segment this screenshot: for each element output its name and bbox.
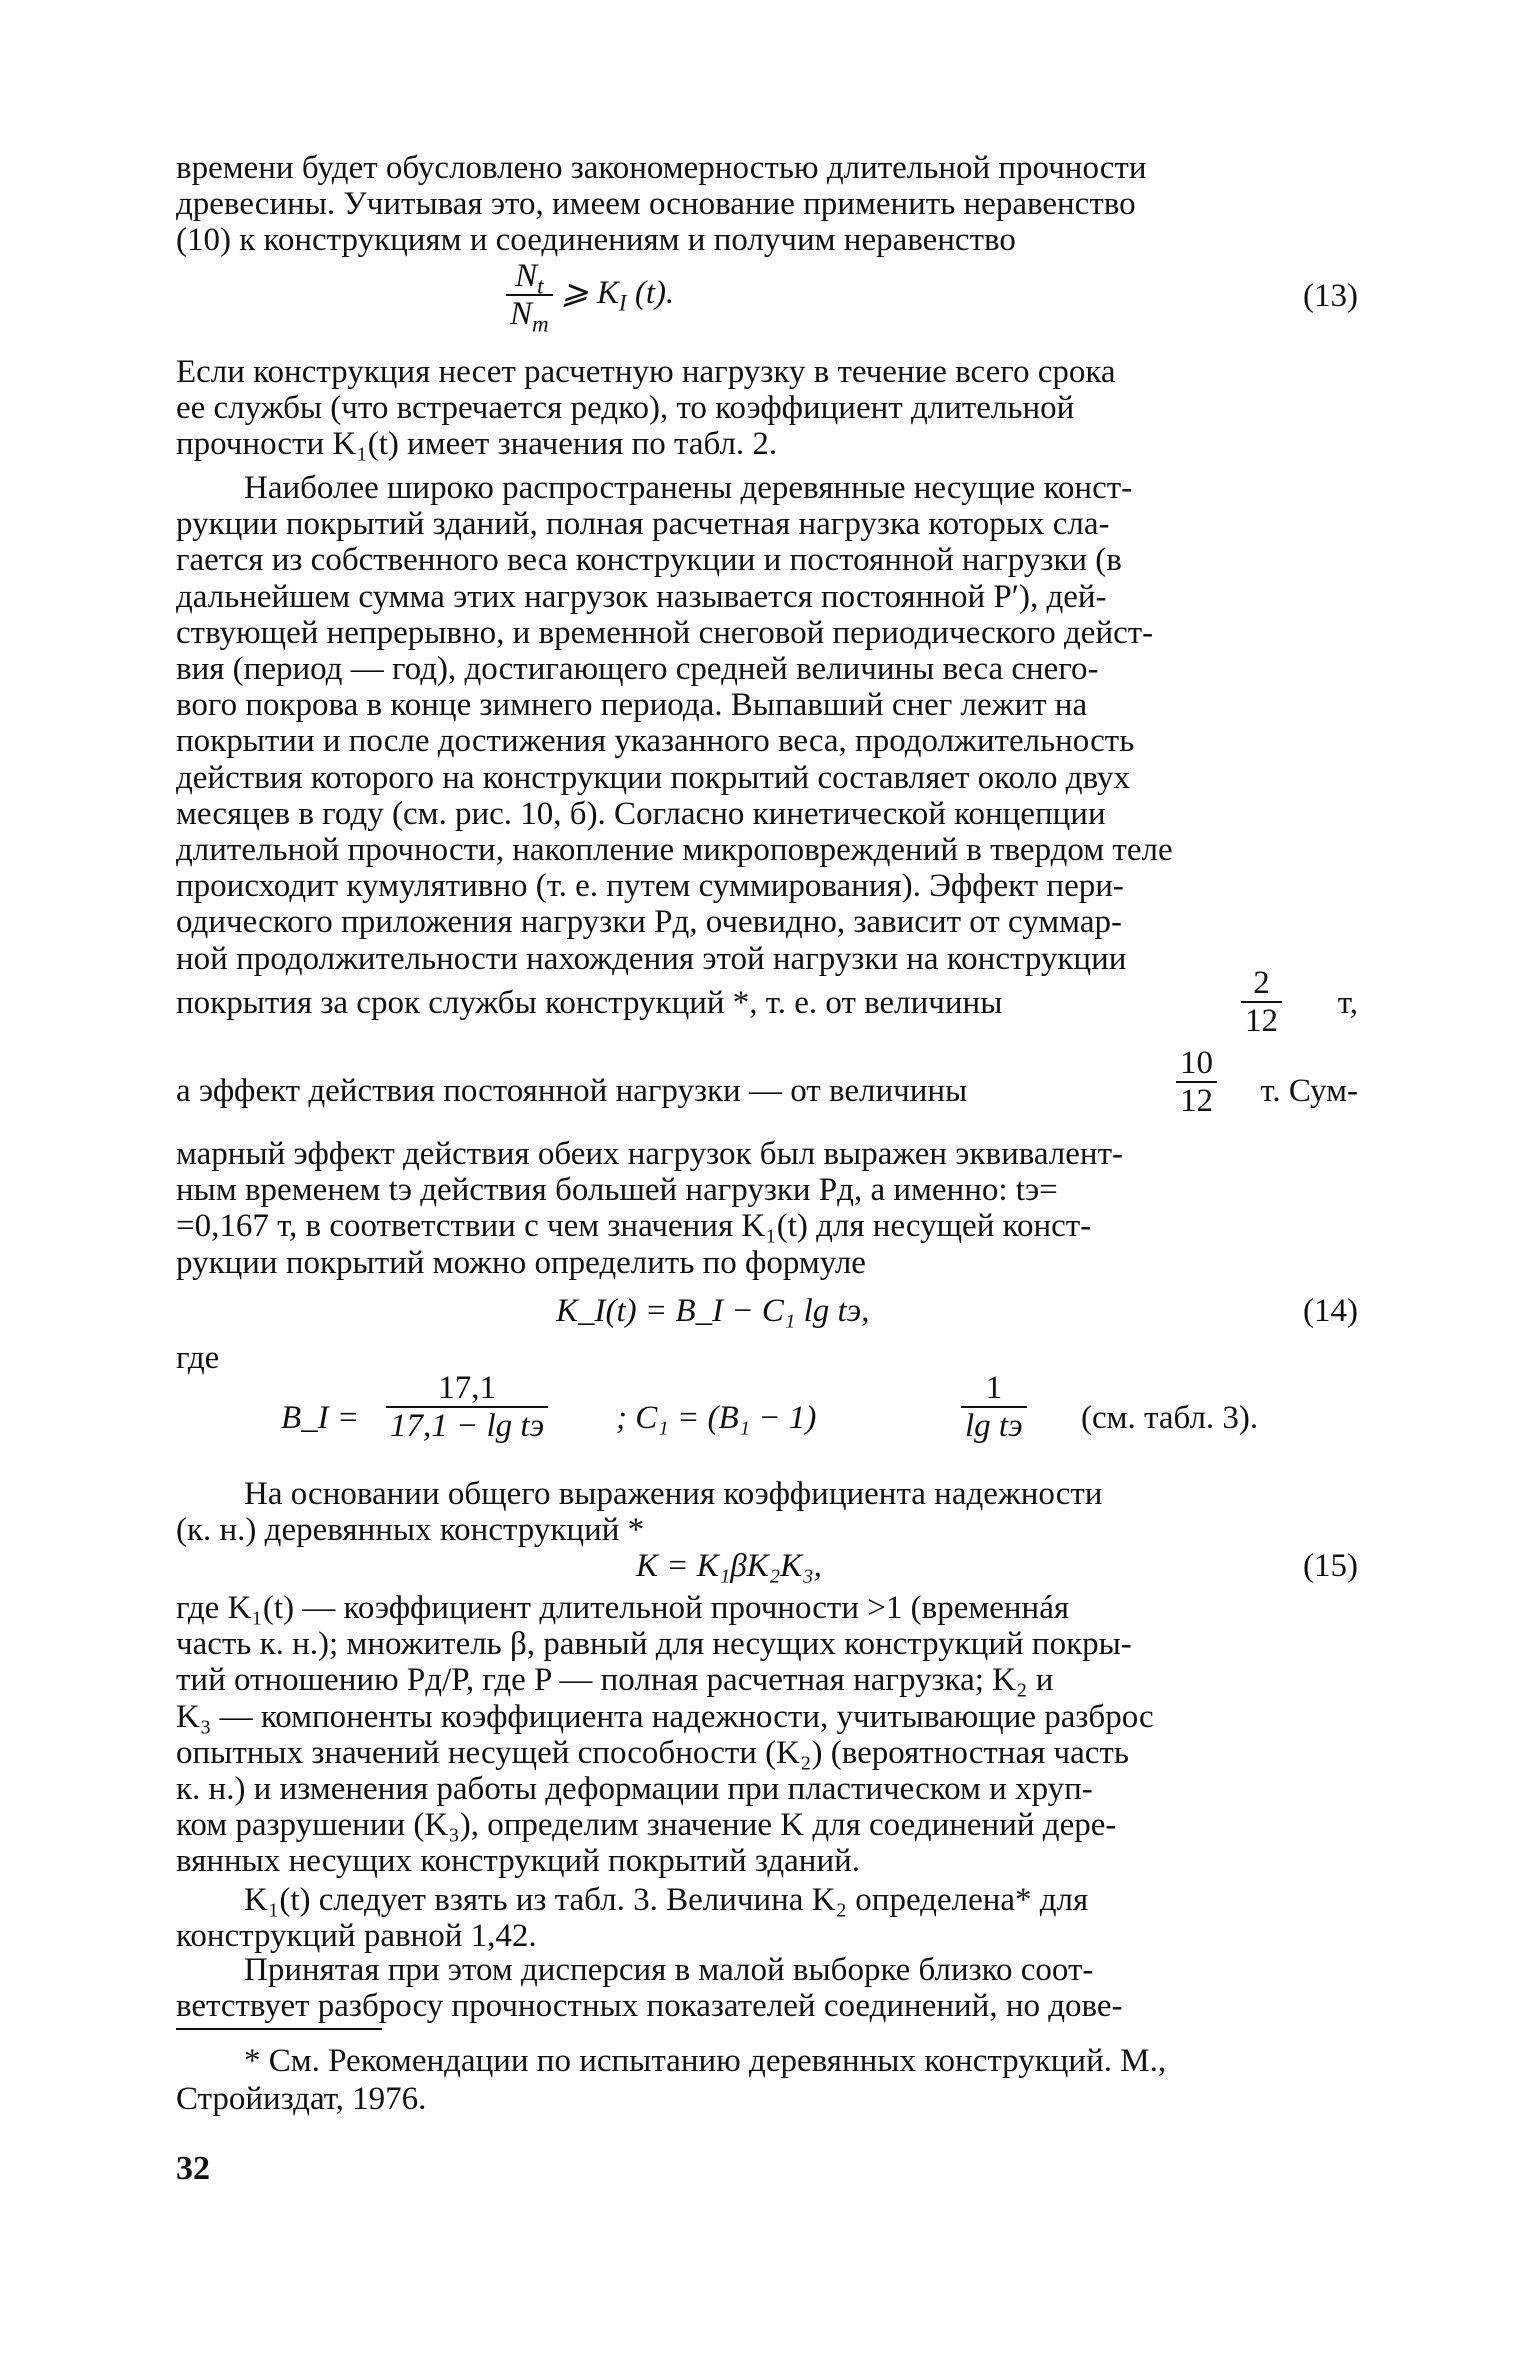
page-number: 32 xyxy=(176,2150,210,2187)
equation-13 xyxy=(176,258,1358,338)
paragraph-7 xyxy=(176,1882,1358,1954)
text-line: времени будет обусловлено закономерностью длительной прочности xyxy=(176,150,1147,186)
paragraph-8 xyxy=(176,1952,1358,2024)
text-line: вого покрова в конце зимнего периода. Выпавший снег лежит на xyxy=(176,687,1088,724)
paragraph-1 xyxy=(176,150,1358,259)
text-line: дальнейшем сумма этих нагрузок называется постоянной P′), дей- xyxy=(176,578,1107,615)
text-line: рукции покрытий зданий, полная расчетная нагрузка которых сла- xyxy=(176,506,1110,543)
fraction-10-12: $\frac{10}{12}$ xyxy=(1176,1045,1217,1119)
text-line: тий отношению Pд/P, где P — полная расчетная нагрузка; K₂ и xyxy=(176,1662,1054,1699)
eq13-number: (13) xyxy=(1303,278,1358,314)
text-line: рукции покрытий можно определить по формуле xyxy=(176,1244,866,1281)
text-line: K₁(t) следует взять из табл. 3. Величина K₂ определена* для xyxy=(244,1882,1089,1918)
paragraph-2 xyxy=(176,354,1358,463)
text-line: ветствует разбросу прочностных показателей соединений, но дове- xyxy=(176,1988,1123,2025)
text-line: ком разрушении (K₃), определим значение K для соединений дере- xyxy=(176,1807,1117,1844)
footnote-line: Стройиздат, 1976. xyxy=(176,2081,427,2117)
text-line: (к. н.) деревянных конструкций * xyxy=(176,1512,645,1549)
text-line: где K₁(t) — коэффициент длительной прочности >1 (временнáя xyxy=(176,1590,1070,1626)
text-line: одического приложения нагрузки Pд, очевидно, зависит от суммар- xyxy=(176,904,1122,941)
text-line: На основании общего выражения коэффициента надежности xyxy=(244,1476,1103,1512)
text-line: покрытии и после достижения указанного веса, продолжительность xyxy=(176,723,1135,760)
equation-14 xyxy=(176,1293,1358,1329)
text-line: (10) к конструкциям и соединениям и получим неравенство xyxy=(176,222,1016,259)
text-line: действия которого на конструкции покрытий составляет около двух xyxy=(176,759,1131,796)
text-line: к. н.) и изменения работы деформации при пластическом и хруп- xyxy=(176,1771,1093,1808)
footnote-line: * См. Рекомендации по испытанию деревянных конструкций. М., xyxy=(244,2043,1167,2079)
text-line: опытных значений несущей способности (K₂) (вероятностная часть xyxy=(176,1734,1129,1771)
text-line: Если конструкция несет расчетную нагрузку в течение всего срока xyxy=(176,354,1116,390)
equation-b-c: B_I = 17,1 17,1 − lg tэ ; C₁ = (B₁ − 1) 1 lg tэ (см. табл. 3). xyxy=(281,1370,1259,1445)
text-line: =0,167 т, в соответствии с чем значения K₁(t) для несущей конст- xyxy=(176,1208,1092,1245)
text-line: вянных несущих конструкций покрытий зданий. xyxy=(176,1843,861,1880)
text-line: Принятая при этом дисперсия в малой выборке близко соот- xyxy=(244,1952,1094,1988)
eq15-expression: K = K₁βK₂K₃, xyxy=(636,1548,822,1584)
eq13-fraction: $\frac{N_t}{N_т}$ xyxy=(506,258,553,332)
text-line: часть к. н.); множитель β, равный для несущих конструкций покры- xyxy=(176,1626,1132,1663)
eq13-expression: $\frac{N_t}{N_т}$ ⩾ $K_I$ (t). xyxy=(506,258,674,332)
line-with-fraction-1: покрытия за срок службы конструкций *, т. е. от величины $\frac{2}{12}$ т, xyxy=(176,965,1358,1040)
footnote-rule xyxy=(176,2028,382,2030)
text-line: ствующей непрерывно, и временной снеговой периодического дейст- xyxy=(176,614,1154,651)
fraction-2-12: $\frac{2}{12}$ xyxy=(1241,965,1282,1039)
text-line: гается из собственного веса конструкции и постоянной нагрузки (в xyxy=(176,542,1122,579)
paragraph-5 xyxy=(176,1476,1358,1548)
fraction-c: 1 lg tэ xyxy=(961,1370,1027,1444)
line-with-fraction-2: а эффект действия постоянной нагрузки — от величины $\frac{10}{12}$ т. Сум- xyxy=(176,1045,1358,1120)
paragraph-6 xyxy=(176,1590,1358,1880)
equation-15 xyxy=(176,1548,1358,1584)
text-line: ее службы (что встречается редко), то коэффициент длительной xyxy=(176,390,1075,427)
text-line: марный эффект действия обеих нагрузок был выражен эквивалент- xyxy=(176,1136,1123,1172)
fraction-b: 17,1 17,1 − lg tэ xyxy=(386,1370,548,1444)
paragraph-4 xyxy=(176,1136,1358,1281)
footnote xyxy=(176,2042,1358,2118)
text-line: конструкций равной 1,42. xyxy=(176,1918,537,1955)
text-line: вия (период — год), достигающего средней величины веса снего- xyxy=(176,651,1099,688)
text-line: древесины. Учитывая это, имеем основание применить неравенство xyxy=(176,186,1136,223)
eq15-number: (15) xyxy=(1303,1548,1358,1584)
text-line: длительной прочности, накопление микроповреждений в твердом теле xyxy=(176,832,1173,869)
text-line: прочности K₁(t) имеет значения по табл. 2. xyxy=(176,426,778,463)
text-line: ным временем tэ действия большей нагрузки Pд, а именно: tэ= xyxy=(176,1172,1058,1209)
eq14-expression: K_I(t) = B_I − C₁ lg tэ, xyxy=(556,1293,870,1329)
text-line: происходит кумулятивно (т. е. путем суммирования). Эффект пери- xyxy=(176,868,1124,905)
where-label: где xyxy=(176,1340,220,1376)
text-line: Наиболее широко распространены деревянные несущие конст- xyxy=(244,470,1133,506)
paragraph-3 xyxy=(176,470,1358,977)
text-line: месяцев в году (см. рис. 10, б). Согласно кинетической концепции xyxy=(176,795,1106,832)
text-line: K₃ — компоненты коэффициента надежности, учитывающие разброс xyxy=(176,1698,1154,1735)
eq14-number: (14) xyxy=(1303,1293,1358,1329)
text-line: ной продолжительности нахождения этой нагрузки на конструкции xyxy=(176,940,1127,977)
